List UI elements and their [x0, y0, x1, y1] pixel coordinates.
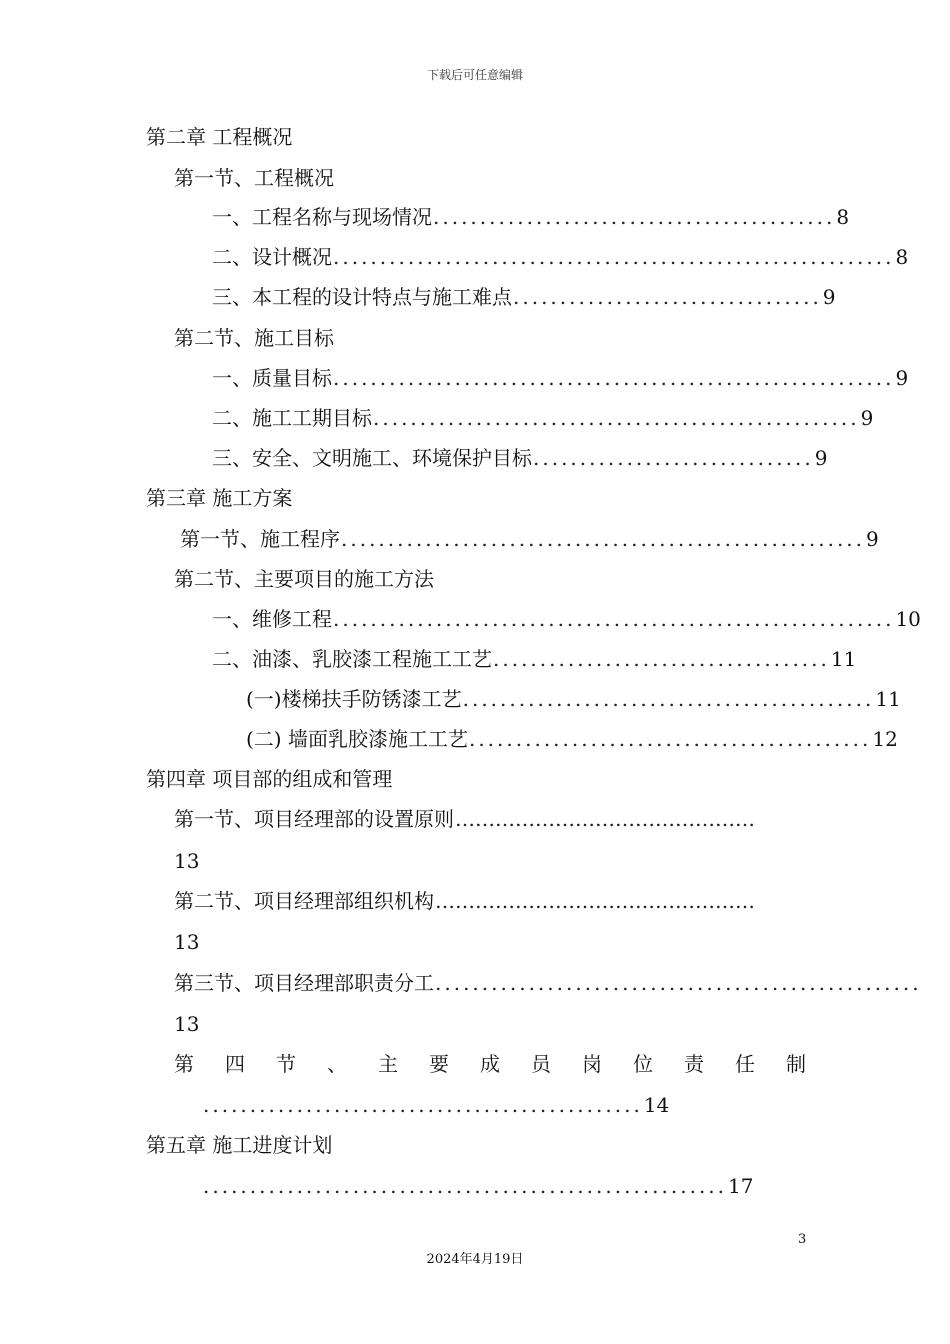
toc-entry[interactable] [180, 526, 879, 552]
toc-page-number: 9 [814, 446, 828, 470]
toc-leader: ............................................................ [333, 366, 895, 390]
toc-entry[interactable] [202, 1092, 670, 1118]
toc-leader: .................................................... [373, 406, 860, 430]
toc-char: 节 [276, 1052, 296, 1076]
toc-page-number: 13 [174, 930, 200, 954]
toc-entry-title: (二) 墙面乳胶漆施工工艺 [246, 727, 468, 751]
toc-leader: ............................................ [462, 687, 875, 711]
toc-char: 第 [174, 1052, 194, 1076]
footer-date: 2024年4月19日 [426, 1252, 524, 1267]
toc-char: 制 [786, 1052, 806, 1076]
toc-entry[interactable] [212, 284, 836, 310]
toc-char: 、 [327, 1052, 347, 1076]
toc-entry[interactable] [212, 646, 857, 672]
toc-leader: ................................. [513, 285, 822, 309]
toc-entry-title: 二、施工工期目标 [212, 406, 372, 430]
toc-char: 位 [633, 1052, 653, 1076]
toc-leader: ........................................... [433, 205, 836, 229]
toc-entry-title: 三、安全、文明施工、环境保护目标 [212, 446, 532, 470]
toc-entry-title: 三、本工程的设计特点与施工难点 [212, 285, 512, 309]
toc-chapter-2: 第二章 工程概况 [146, 125, 293, 149]
toc-entry[interactable] [212, 606, 921, 632]
toc-entry-title: 第三节、项目经理部职责分工 [174, 971, 434, 995]
toc-entry[interactable] [212, 244, 909, 270]
toc-char: 任 [735, 1052, 755, 1076]
toc-entry-title: 一、质量目标 [212, 366, 332, 390]
toc-leader: .................................... [493, 647, 830, 671]
toc-char: 四 [225, 1052, 245, 1076]
toc-leader: ............................................... [203, 1093, 643, 1117]
page-number: 3 [798, 1232, 807, 1247]
toc-entry[interactable] [212, 405, 874, 431]
toc-chapter-3: 第三章 施工方案 [146, 486, 293, 510]
toc-leader: ........................................... [468, 727, 872, 751]
toc-entry[interactable] [202, 1173, 754, 1199]
toc-entry-justified[interactable] [174, 1051, 806, 1077]
toc-leader: ............................................................ [333, 245, 895, 269]
toc-page-number: 13 [174, 1012, 200, 1036]
toc-entry-title: 二、油漆、乳胶漆工程施工工艺 [212, 647, 492, 671]
toc-entry[interactable] [174, 888, 806, 914]
toc-char: 主 [378, 1052, 398, 1076]
toc-page-number: 10 [895, 607, 921, 631]
toc-section-2-2: 第二节、施工目标 [174, 326, 334, 350]
toc-entry[interactable] [212, 365, 909, 391]
toc-leader: ……………………………………… [455, 807, 755, 831]
toc-page-number: 12 [872, 727, 898, 751]
toc-char: 要 [429, 1052, 449, 1076]
toc-entry-title: 第一节、施工程序 [180, 527, 340, 551]
toc-chapter-4: 第四章 项目部的组成和管理 [146, 767, 393, 791]
page-header: 下载后可任意编辑 [426, 68, 523, 82]
toc-page-number: 8 [895, 245, 909, 269]
toc-section-2-1: 第一节、工程概况 [174, 166, 334, 190]
toc-entry[interactable] [246, 726, 898, 752]
toc-entry-title: 第二节、项目经理部组织机构 [174, 889, 434, 913]
toc-page-number: 11 [875, 687, 901, 711]
toc-char: 成 [480, 1052, 500, 1076]
toc-leader: .................................................... [435, 971, 922, 995]
toc-page-number: 17 [728, 1174, 754, 1198]
toc-page-number: 9 [895, 366, 909, 390]
toc-entry[interactable] [212, 445, 828, 471]
toc-entry-title: (一)楼梯扶手防锈漆工艺 [246, 687, 462, 711]
toc-leader: ………………………………………… [435, 889, 755, 913]
toc-page-number: 9 [866, 527, 879, 551]
toc-entry[interactable] [174, 806, 806, 832]
toc-chapter-5: 第五章 施工进度计划 [146, 1133, 333, 1157]
toc-leader: ........................................................ [341, 527, 866, 551]
toc-page-number: 11 [830, 647, 857, 671]
toc-entry-title: 第一节、项目经理部的设置原则 [174, 807, 454, 831]
toc-page-number: 8 [836, 205, 850, 229]
toc-entry[interactable] [212, 204, 850, 230]
toc-page-number: 9 [822, 285, 836, 309]
toc-entry[interactable] [246, 686, 901, 712]
toc-section-3-2: 第二节、主要项目的施工方法 [174, 567, 434, 591]
toc-entry-title: 二、设计概况 [212, 245, 332, 269]
toc-leader: .............................. [533, 446, 814, 470]
toc-entry-title: 一、维修工程 [212, 607, 332, 631]
toc-char: 岗 [582, 1052, 602, 1076]
toc-entry-title: 一、工程名称与现场情况 [212, 205, 432, 229]
toc-char: 责 [684, 1052, 704, 1076]
toc-char: 员 [531, 1052, 551, 1076]
toc-leader: ............................................................ [333, 607, 895, 631]
toc-entry[interactable] [174, 970, 922, 996]
toc-leader: ........................................................ [203, 1174, 728, 1198]
toc-page-number: 9 [860, 406, 874, 430]
toc-page-number: 14 [643, 1093, 670, 1117]
toc-page-number: 13 [174, 849, 200, 873]
